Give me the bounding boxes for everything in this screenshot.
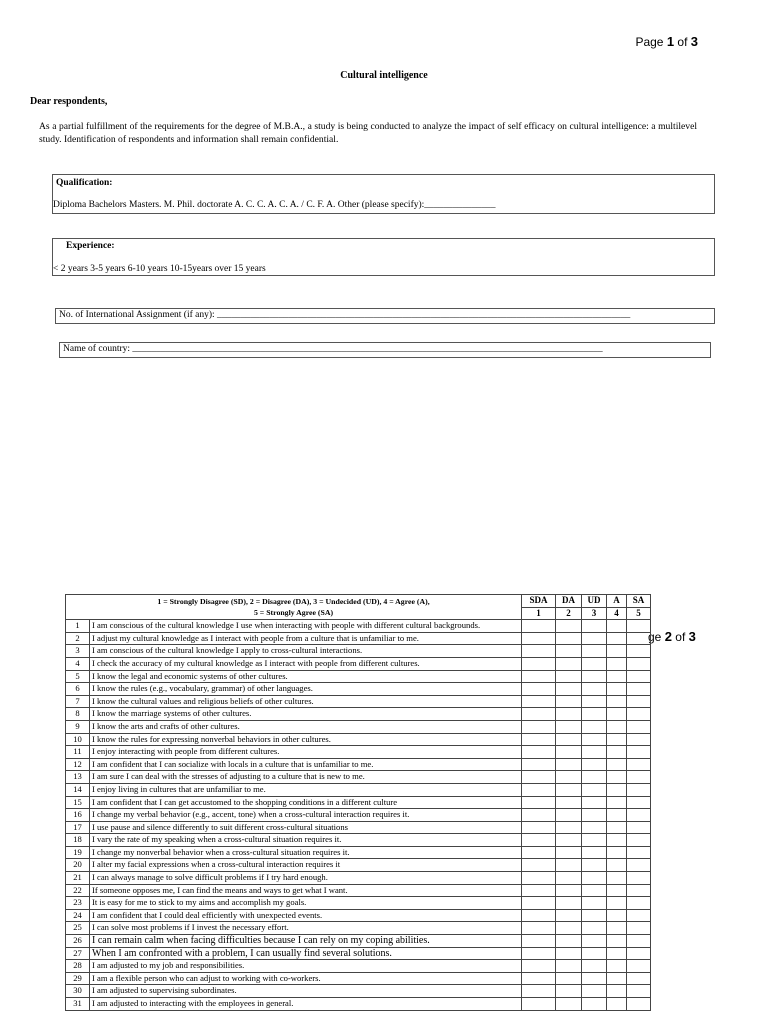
rating-cell-3[interactable] xyxy=(582,670,607,683)
item-statement: I know the arts and crafts of other cultures. xyxy=(90,720,522,733)
item-statement: I enjoy interacting with people from different cultures. xyxy=(90,746,522,759)
experience-label: Experience: xyxy=(66,241,115,251)
rating-cell-1[interactable] xyxy=(522,796,556,809)
item-statement: I am confident that I could deal efficiently with unexpected events. xyxy=(90,909,522,922)
rating-cell-3[interactable] xyxy=(582,632,607,645)
qualification-box xyxy=(52,174,715,214)
rating-cell-5[interactable] xyxy=(627,998,651,1011)
rating-cell-2[interactable] xyxy=(556,771,582,784)
rating-cell-3[interactable] xyxy=(582,872,607,885)
rating-cell-3[interactable] xyxy=(582,834,607,847)
rating-cell-4[interactable] xyxy=(607,897,627,910)
rating-cell-3[interactable] xyxy=(582,972,607,985)
item-number: 5 xyxy=(66,670,90,683)
rating-cell-2[interactable] xyxy=(556,821,582,834)
rating-cell-4[interactable] xyxy=(607,620,627,633)
table-row xyxy=(66,683,651,696)
rating-cell-1[interactable] xyxy=(522,909,556,922)
item-number: 2 xyxy=(66,632,90,645)
item-statement: I am adjusted to interacting with the employees in general. xyxy=(90,998,522,1011)
qualification-label: Qualification: xyxy=(56,178,113,188)
table-row xyxy=(66,985,651,998)
table-row xyxy=(66,645,651,658)
rating-cell-5[interactable] xyxy=(627,733,651,746)
rating-cell-1[interactable] xyxy=(522,947,556,960)
table-row xyxy=(66,783,651,796)
rating-cell-4[interactable] xyxy=(607,657,627,670)
country-field[interactable]: Name of country: ___________________________________________________________________________________________________ xyxy=(63,344,603,354)
table-row xyxy=(66,947,651,960)
table-row xyxy=(66,720,651,733)
rating-cell-4[interactable] xyxy=(607,884,627,897)
rating-cell-5[interactable] xyxy=(627,670,651,683)
column-header-sa: SA xyxy=(627,595,651,608)
salutation: Dear respondents, xyxy=(30,96,108,107)
table-row xyxy=(66,733,651,746)
item-number: 17 xyxy=(66,821,90,834)
item-statement: I know the cultural values and religious beliefs of other cultures. xyxy=(90,695,522,708)
rating-cell-1[interactable] xyxy=(522,846,556,859)
country-box xyxy=(59,342,711,358)
item-number: 24 xyxy=(66,909,90,922)
rating-cell-2[interactable] xyxy=(556,998,582,1011)
rating-cell-4[interactable] xyxy=(607,985,627,998)
item-statement: I change my nonverbal behavior when a cross-cultural situation requires it. xyxy=(90,846,522,859)
item-statement: I can solve most problems if I invest the necessary effort. xyxy=(90,922,522,935)
table-row xyxy=(66,846,651,859)
rating-cell-1[interactable] xyxy=(522,645,556,658)
item-statement: If someone opposes me, I can find the means and ways to get what I want. xyxy=(90,884,522,897)
item-number: 14 xyxy=(66,783,90,796)
rating-cell-1[interactable] xyxy=(522,783,556,796)
table-row xyxy=(66,897,651,910)
item-statement: When I am confronted with a problem, I can usually find several solutions. xyxy=(90,947,522,960)
rating-cell-2[interactable] xyxy=(556,846,582,859)
column-number-3: 3 xyxy=(582,607,607,620)
item-statement: I adjust my cultural knowledge as I interact with people from a culture that is unfamiliar to me. xyxy=(90,632,522,645)
rating-cell-1[interactable] xyxy=(522,670,556,683)
rating-cell-4[interactable] xyxy=(607,872,627,885)
item-number: 23 xyxy=(66,897,90,910)
rating-cell-3[interactable] xyxy=(582,620,607,633)
item-number: 10 xyxy=(66,733,90,746)
rating-cell-4[interactable] xyxy=(607,683,627,696)
rating-cell-1[interactable] xyxy=(522,746,556,759)
item-statement: I am sure I can deal with the stresses of adjusting to a culture that is new to me. xyxy=(90,771,522,784)
item-statement: I am adjusted to supervising subordinates. xyxy=(90,985,522,998)
column-header-da: DA xyxy=(556,595,582,608)
rating-cell-1[interactable] xyxy=(522,985,556,998)
item-statement: I am a flexible person who can adjust to working with co-workers. xyxy=(90,972,522,985)
item-number: 30 xyxy=(66,985,90,998)
rating-cell-3[interactable] xyxy=(582,985,607,998)
rating-cell-4[interactable] xyxy=(607,783,627,796)
international-assignment-field[interactable]: No. of International Assignment (if any): _______________________________________________________________________________________ xyxy=(59,310,631,320)
rating-cell-3[interactable] xyxy=(582,998,607,1011)
rating-cell-3[interactable] xyxy=(582,657,607,670)
rating-cell-5[interactable] xyxy=(627,884,651,897)
rating-cell-5[interactable] xyxy=(627,809,651,822)
rating-cell-2[interactable] xyxy=(556,758,582,771)
item-number: 1 xyxy=(66,620,90,633)
item-statement: I am conscious of the cultural knowledge I apply to cross-cultural interactions. xyxy=(90,645,522,658)
item-number: 11 xyxy=(66,746,90,759)
scale-legend: 1 = Strongly Disagree (SD), 2 = Disagree (DA), 3 = Undecided (UD), 4 = Agree (A), 5 = Strongly Agree (SA) xyxy=(66,595,522,620)
rating-cell-4[interactable] xyxy=(607,960,627,973)
column-number-1: 1 xyxy=(522,607,556,620)
rating-cell-2[interactable] xyxy=(556,695,582,708)
rating-cell-4[interactable] xyxy=(607,909,627,922)
rating-cell-4[interactable] xyxy=(607,758,627,771)
column-header-sda: SDA xyxy=(522,595,556,608)
experience-box xyxy=(52,238,715,276)
rating-cell-3[interactable] xyxy=(582,758,607,771)
rating-cell-3[interactable] xyxy=(582,733,607,746)
table-row xyxy=(66,909,651,922)
item-statement: I know the rules (e.g., vocabulary, grammar) of other languages. xyxy=(90,683,522,696)
rating-cell-5[interactable] xyxy=(627,796,651,809)
rating-cell-1[interactable] xyxy=(522,695,556,708)
rating-cell-5[interactable] xyxy=(627,909,651,922)
item-statement: I check the accuracy of my cultural knowledge as I interact with people from different cultures. xyxy=(90,657,522,670)
rating-cell-2[interactable] xyxy=(556,645,582,658)
item-number: 9 xyxy=(66,720,90,733)
item-number: 27 xyxy=(66,947,90,960)
item-statement: I change my verbal behavior (e.g., accent, tone) when a cross-cultural interaction requires it. xyxy=(90,809,522,822)
table-row xyxy=(66,859,651,872)
column-header-ud: UD xyxy=(582,595,607,608)
column-number-5: 5 xyxy=(627,607,651,620)
scale-header-row-1 xyxy=(66,595,651,608)
rating-cell-1[interactable] xyxy=(522,632,556,645)
rating-cell-5[interactable] xyxy=(627,972,651,985)
item-statement: I know the legal and economic systems of other cultures. xyxy=(90,670,522,683)
rating-cell-2[interactable] xyxy=(556,897,582,910)
rating-cell-1[interactable] xyxy=(522,922,556,935)
rating-cell-3[interactable] xyxy=(582,720,607,733)
rating-cell-4[interactable] xyxy=(607,846,627,859)
item-number: 13 xyxy=(66,771,90,784)
table-row xyxy=(66,922,651,935)
rating-cell-1[interactable] xyxy=(522,872,556,885)
rating-cell-2[interactable] xyxy=(556,796,582,809)
rating-cell-5[interactable] xyxy=(627,897,651,910)
rating-cell-5[interactable] xyxy=(627,708,651,721)
rating-cell-4[interactable] xyxy=(607,998,627,1011)
rating-cell-2[interactable] xyxy=(556,809,582,822)
column-number-4: 4 xyxy=(607,607,627,620)
rating-cell-1[interactable] xyxy=(522,720,556,733)
rating-cell-2[interactable] xyxy=(556,657,582,670)
table-row xyxy=(66,821,651,834)
rating-cell-4[interactable] xyxy=(607,708,627,721)
table-row xyxy=(66,758,651,771)
rating-cell-1[interactable] xyxy=(522,998,556,1011)
rating-cell-5[interactable] xyxy=(627,859,651,872)
rating-cell-5[interactable] xyxy=(627,771,651,784)
rating-cell-3[interactable] xyxy=(582,695,607,708)
rating-cell-4[interactable] xyxy=(607,922,627,935)
likert-scale-table xyxy=(65,594,651,1011)
rating-cell-2[interactable] xyxy=(556,783,582,796)
rating-cell-5[interactable] xyxy=(627,985,651,998)
item-number: 19 xyxy=(66,846,90,859)
international-assignment-box xyxy=(55,308,715,324)
item-statement: I enjoy living in cultures that are unfamiliar to me. xyxy=(90,783,522,796)
rating-cell-4[interactable] xyxy=(607,695,627,708)
table-row xyxy=(66,809,651,822)
table-row xyxy=(66,872,651,885)
item-statement: I vary the rate of my speaking when a cross-cultural situation requires it. xyxy=(90,834,522,847)
scale-items xyxy=(66,620,651,1010)
rating-cell-2[interactable] xyxy=(556,746,582,759)
item-statement: I am adjusted to my job and responsibilities. xyxy=(90,960,522,973)
rating-cell-1[interactable] xyxy=(522,771,556,784)
rating-cell-1[interactable] xyxy=(522,960,556,973)
item-statement: I know the marriage systems of other cultures. xyxy=(90,708,522,721)
rating-cell-4[interactable] xyxy=(607,670,627,683)
page-number-overlay: ge 2 of 3 xyxy=(648,629,696,644)
item-statement: I am conscious of the cultural knowledge I use when interacting with people with different cultural backgrounds. xyxy=(90,620,522,633)
item-number: 8 xyxy=(66,708,90,721)
rating-cell-2[interactable] xyxy=(556,834,582,847)
rating-cell-4[interactable] xyxy=(607,859,627,872)
rating-cell-5[interactable] xyxy=(627,872,651,885)
rating-cell-2[interactable] xyxy=(556,935,582,948)
rating-cell-2[interactable] xyxy=(556,972,582,985)
rating-cell-1[interactable] xyxy=(522,897,556,910)
rating-cell-2[interactable] xyxy=(556,670,582,683)
rating-cell-3[interactable] xyxy=(582,960,607,973)
rating-cell-5[interactable] xyxy=(627,695,651,708)
table-row xyxy=(66,935,651,948)
item-statement: I use pause and silence differently to suit different cross-cultural situations xyxy=(90,821,522,834)
rating-cell-2[interactable] xyxy=(556,620,582,633)
item-number: 12 xyxy=(66,758,90,771)
rating-cell-5[interactable] xyxy=(627,683,651,696)
rating-cell-5[interactable] xyxy=(627,821,651,834)
rating-cell-1[interactable] xyxy=(522,657,556,670)
rating-cell-2[interactable] xyxy=(556,960,582,973)
table-row xyxy=(66,771,651,784)
item-statement: I can remain calm when facing difficulties because I can rely on my coping abilities. xyxy=(90,935,522,948)
rating-cell-3[interactable] xyxy=(582,922,607,935)
rating-cell-4[interactable] xyxy=(607,796,627,809)
table-row xyxy=(66,657,651,670)
table-row xyxy=(66,972,651,985)
rating-cell-3[interactable] xyxy=(582,947,607,960)
rating-cell-5[interactable] xyxy=(627,960,651,973)
rating-cell-2[interactable] xyxy=(556,683,582,696)
rating-cell-3[interactable] xyxy=(582,771,607,784)
rating-cell-2[interactable] xyxy=(556,720,582,733)
rating-cell-4[interactable] xyxy=(607,947,627,960)
item-number: 16 xyxy=(66,809,90,822)
rating-cell-2[interactable] xyxy=(556,859,582,872)
rating-cell-4[interactable] xyxy=(607,809,627,822)
rating-cell-5[interactable] xyxy=(627,834,651,847)
intro-paragraph: As a partial fulfillment of the requirements for the degree of M.B.A., a study is being conducted to analyze the impact of self efficacy on cultural intelligence: a multilevel study. Identification of respondents and information shall remain confidential. xyxy=(39,121,697,145)
rating-cell-3[interactable] xyxy=(582,683,607,696)
table-row xyxy=(66,834,651,847)
page-number-header: Page 1 of 3 xyxy=(635,34,698,49)
rating-cell-3[interactable] xyxy=(582,645,607,658)
rating-cell-2[interactable] xyxy=(556,733,582,746)
rating-cell-3[interactable] xyxy=(582,897,607,910)
rating-cell-1[interactable] xyxy=(522,620,556,633)
rating-cell-3[interactable] xyxy=(582,909,607,922)
rating-cell-1[interactable] xyxy=(522,972,556,985)
item-statement: It is easy for me to stick to my aims and accomplish my goals. xyxy=(90,897,522,910)
table-row xyxy=(66,620,651,633)
rating-cell-2[interactable] xyxy=(556,708,582,721)
rating-cell-5[interactable] xyxy=(627,720,651,733)
column-number-2: 2 xyxy=(556,607,582,620)
experience-options[interactable]: < 2 years 3-5 years 6-10 years 10-15years over 15 years xyxy=(53,264,266,274)
rating-cell-1[interactable] xyxy=(522,821,556,834)
item-statement: I am confident that I can get accustomed to the shopping conditions in a different culture xyxy=(90,796,522,809)
rating-cell-3[interactable] xyxy=(582,935,607,948)
item-number: 18 xyxy=(66,834,90,847)
rating-cell-4[interactable] xyxy=(607,834,627,847)
table-row xyxy=(66,670,651,683)
item-number: 26 xyxy=(66,935,90,948)
rating-cell-4[interactable] xyxy=(607,972,627,985)
rating-cell-3[interactable] xyxy=(582,809,607,822)
rating-cell-5[interactable] xyxy=(627,935,651,948)
item-number: 31 xyxy=(66,998,90,1011)
rating-cell-4[interactable] xyxy=(607,935,627,948)
rating-cell-4[interactable] xyxy=(607,746,627,759)
rating-cell-5[interactable] xyxy=(627,846,651,859)
rating-cell-3[interactable] xyxy=(582,783,607,796)
item-statement: I am confident that I can socialize with locals in a culture that is unfamiliar to me. xyxy=(90,758,522,771)
table-row xyxy=(66,998,651,1011)
item-number: 22 xyxy=(66,884,90,897)
item-number: 28 xyxy=(66,960,90,973)
item-number: 7 xyxy=(66,695,90,708)
rating-cell-4[interactable] xyxy=(607,645,627,658)
rating-cell-1[interactable] xyxy=(522,683,556,696)
table-row xyxy=(66,796,651,809)
rating-cell-4[interactable] xyxy=(607,771,627,784)
rating-cell-3[interactable] xyxy=(582,859,607,872)
rating-cell-1[interactable] xyxy=(522,935,556,948)
rating-cell-2[interactable] xyxy=(556,872,582,885)
rating-cell-5[interactable] xyxy=(627,632,651,645)
rating-cell-1[interactable] xyxy=(522,809,556,822)
table-row xyxy=(66,884,651,897)
item-statement: I know the rules for expressing nonverbal behaviors in other cultures. xyxy=(90,733,522,746)
table-row xyxy=(66,632,651,645)
column-header-a: A xyxy=(607,595,627,608)
rating-cell-4[interactable] xyxy=(607,733,627,746)
rating-cell-3[interactable] xyxy=(582,821,607,834)
rating-cell-5[interactable] xyxy=(627,645,651,658)
item-number: 3 xyxy=(66,645,90,658)
rating-cell-5[interactable] xyxy=(627,783,651,796)
rating-cell-1[interactable] xyxy=(522,708,556,721)
table-row xyxy=(66,746,651,759)
item-number: 15 xyxy=(66,796,90,809)
rating-cell-5[interactable] xyxy=(627,758,651,771)
table-row xyxy=(66,960,651,973)
item-number: 20 xyxy=(66,859,90,872)
item-number: 6 xyxy=(66,683,90,696)
rating-cell-4[interactable] xyxy=(607,821,627,834)
item-number: 4 xyxy=(66,657,90,670)
item-number: 25 xyxy=(66,922,90,935)
rating-cell-2[interactable] xyxy=(556,884,582,897)
rating-cell-1[interactable] xyxy=(522,834,556,847)
item-number: 21 xyxy=(66,872,90,885)
rating-cell-5[interactable] xyxy=(627,947,651,960)
rating-cell-5[interactable] xyxy=(627,620,651,633)
rating-cell-3[interactable] xyxy=(582,746,607,759)
rating-cell-2[interactable] xyxy=(556,909,582,922)
rating-cell-1[interactable] xyxy=(522,859,556,872)
rating-cell-2[interactable] xyxy=(556,922,582,935)
table-row xyxy=(66,695,651,708)
rating-cell-3[interactable] xyxy=(582,708,607,721)
table-row xyxy=(66,708,651,721)
item-number: 29 xyxy=(66,972,90,985)
qualification-options[interactable]: Diploma Bachelors Masters. M. Phil. doctorate A. C. C. A. C. A. / C. F. A. Other (please specify):_______________ xyxy=(53,200,496,210)
rating-cell-1[interactable] xyxy=(522,884,556,897)
rating-cell-5[interactable] xyxy=(627,657,651,670)
rating-cell-4[interactable] xyxy=(607,720,627,733)
rating-cell-3[interactable] xyxy=(582,884,607,897)
rating-cell-3[interactable] xyxy=(582,796,607,809)
rating-cell-1[interactable] xyxy=(522,758,556,771)
rating-cell-5[interactable] xyxy=(627,746,651,759)
item-statement: I alter my facial expressions when a cross-cultural interaction requires it xyxy=(90,859,522,872)
document-title: Cultural intelligence xyxy=(340,70,428,81)
rating-cell-2[interactable] xyxy=(556,632,582,645)
rating-cell-5[interactable] xyxy=(627,922,651,935)
rating-cell-1[interactable] xyxy=(522,733,556,746)
rating-cell-2[interactable] xyxy=(556,985,582,998)
rating-cell-4[interactable] xyxy=(607,632,627,645)
item-statement: I can always manage to solve difficult problems if I try hard enough. xyxy=(90,872,522,885)
rating-cell-2[interactable] xyxy=(556,947,582,960)
rating-cell-3[interactable] xyxy=(582,846,607,859)
